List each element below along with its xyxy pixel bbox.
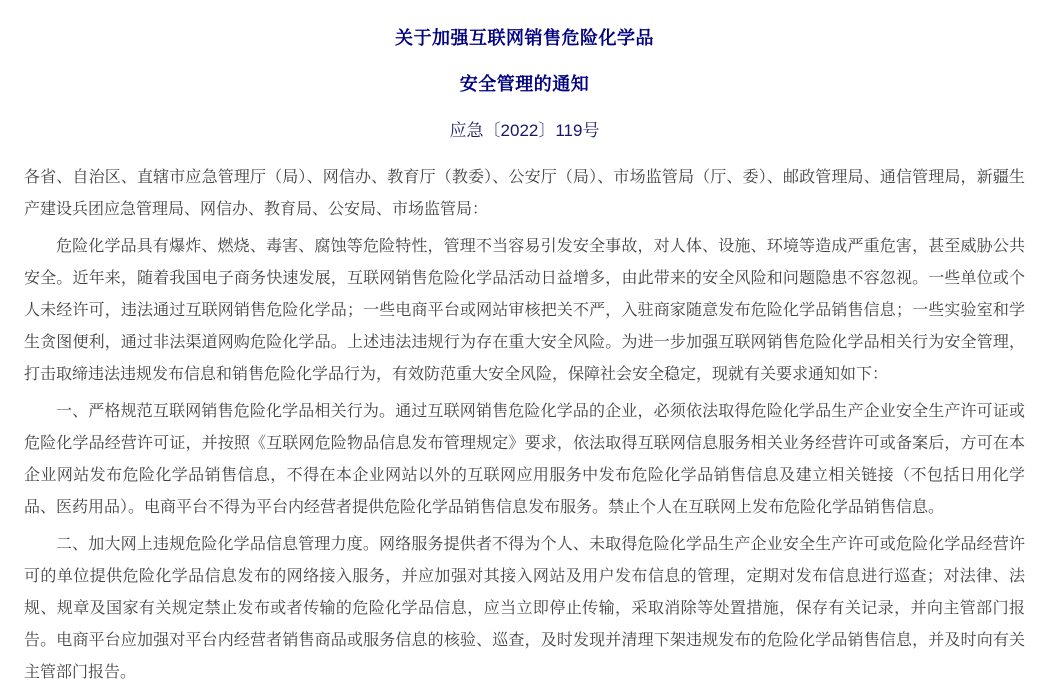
section-1-paragraph: 一、严格规范互联网销售危险化学品相关行为。通过互联网销售危险化学品的企业，必须依法取得危险化学品生产企业安全生产许可证或危险化学品经营许可证，并按照《互联网危险物品信息发布管理规定》要求，依法取得互联网信息服务相关业务经营许可或备案后，方可在本企业网站发布危险化学品销售信息，不得在本企业网站以外的互联网应用服务中发布危险化学品销售信息及建立相关链接（不包括日用化学品、医药用品）。电商平台不得为平台内经营者提供危险化学品销售信息发布服务。禁止个人在互联网上发布危险化学品销售信息。 xyxy=(24,403,1025,516)
salutation-paragraph: 各省、自治区、直辖市应急管理厅（局）、网信办、教育厅（教委）、公安厅（局）、市场监管局（厅、委）、邮政管理局、通信管理局，新疆生产建设兵团应急管理局、网信办、教育局、公安局、市场监管局： xyxy=(24,169,1025,218)
notice-title-line-2: 安全管理的通知 xyxy=(459,74,590,94)
notice-title-line-1: 关于加强互联网销售危险化学品 xyxy=(395,28,654,48)
document-number: 应急〔2022〕119号 xyxy=(449,121,600,140)
section-2-paragraph: 二、加大网上违规危险化学品信息管理力度。网络服务提供者不得为个人、未取得危险化学品生产企业安全生产许可或危险化学品经营许可的单位提供危险化学品信息发布的网络接入服务，并应加强对其接入网站及用户发布信息的管理，定期对发布信息进行巡查；对法律、法规、规章及国家有关规定禁止发布或者传输的危险化学品信息，应当立即停止传输，采取消除等处置措施，保存有关记录，并向主管部门报告。电商平台应加强对平台内经营者销售商品或服务信息的核验、巡查，及时发现并清理下架违规发布的危险化学品销售信息，并及时向有关主管部门报告。 xyxy=(24,536,1025,681)
intro-paragraph: 危险化学品具有爆炸、燃烧、毒害、腐蚀等危险特性，管理不当容易引发安全事故，对人体、设施、环境等造成严重危害，甚至威胁公共安全。近年来，随着我国电子商务快速发展，互联网销售危险化学品活动日益增多，由此带来的安全风险和问题隐患不容忽视。一些单位或个人未经许可，违法通过互联网销售危险化学品；一些电商平台或网站审核把关不严，入驻商家随意发布危险化学品销售信息；一些实验室和学生贪图便利，通过非法渠道网购危险化学品。上述违法违规行为存在重大安全风险。为进一步加强互联网销售危险化学品相关行为安全管理，打击取缔违法违规发布信息和销售危险化学品行为，有效防范重大安全风险，保障社会安全稳定，现就有关要求通知如下： xyxy=(24,238,1025,383)
document-body xyxy=(24,162,1025,689)
